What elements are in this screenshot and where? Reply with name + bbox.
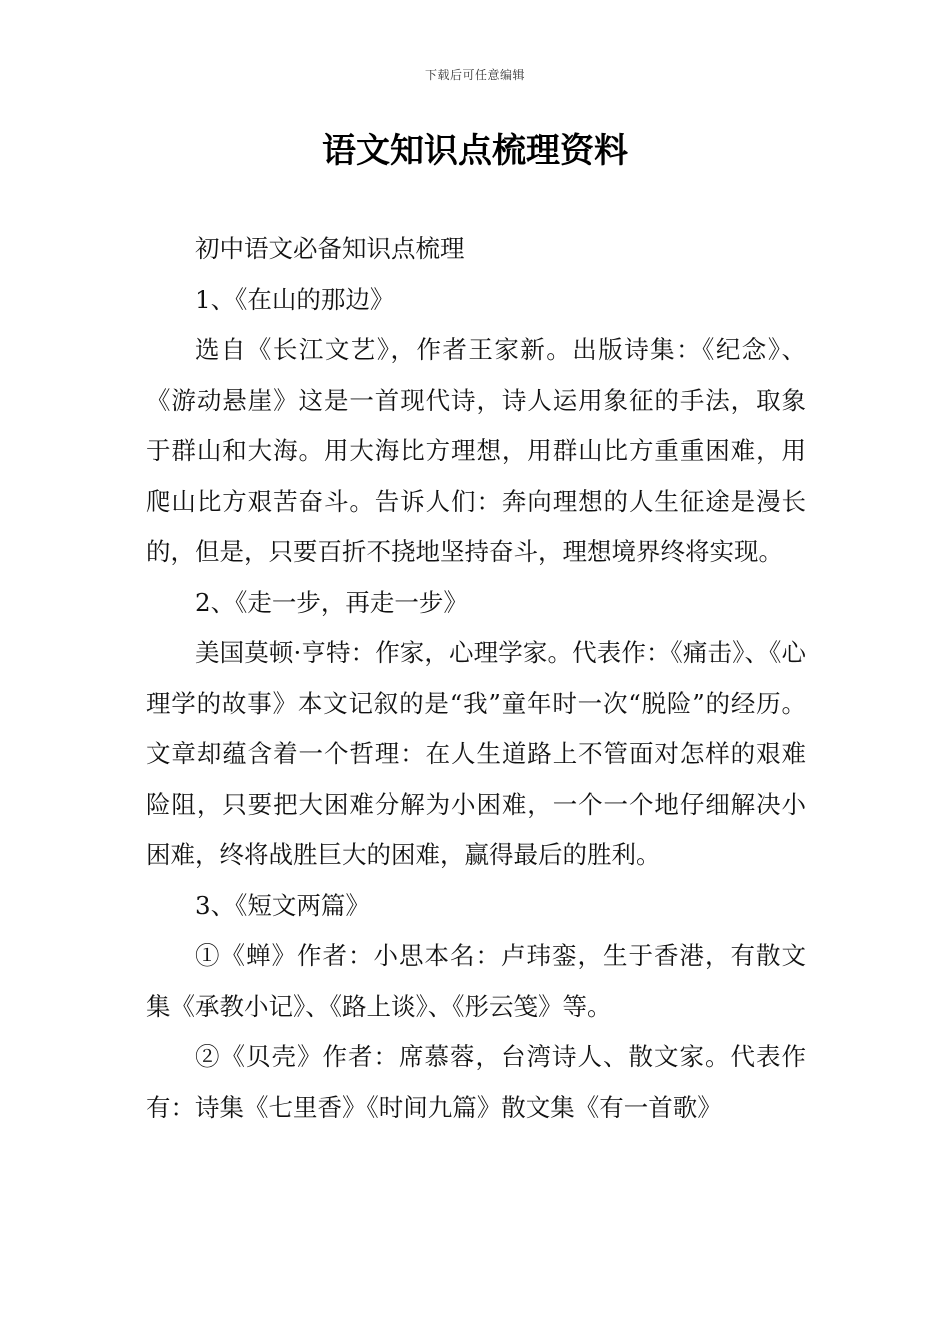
section-heading-2: 2、《走一步，再走一步》 xyxy=(195,587,468,617)
section-heading-1: 1、《在山的那边》 xyxy=(195,284,395,314)
paragraph-section-1: 选自《长江文艺》，作者王家新。出版诗集：《纪念》、《游动悬崖》这是一首现代诗，诗人运用象征的手法，取象于群山和大海。用大海比方理想，用群山比方重重困难，用爬山比方艰苦奋斗。告诉人们：奔向理想的人生征途是漫长的，但是，只要百折不挠地坚持奋斗，理想境界终将实现。 xyxy=(146,335,806,566)
paragraph-section-3-item-1: ①《蝉》作者：小思本名：卢玮銮，生于香港，有散文集《承教小记》、《路上谈》、《彤云笺》等。 xyxy=(146,941,806,1021)
paragraph-intro: 初中语文必备知识点梳理 xyxy=(195,234,465,263)
section-heading-3: 3、《短文两篇》 xyxy=(195,890,370,920)
document-body xyxy=(146,224,806,1133)
header-note: 下载后可任意编辑 xyxy=(424,68,525,82)
document-title: 语文知识点梳理资料 xyxy=(322,131,628,171)
paragraph-section-3-item-2: ②《贝壳》作者：席慕蓉，台湾诗人、散文家。代表作有：诗集《七里香》《时间九篇》散文集《有一首歌》 xyxy=(146,1042,806,1122)
paragraph-section-2: 美国莫顿·亨特：作家，心理学家。代表作：《痛击》、《心理学的故事》本文记叙的是“我”童年时一次“脱险”的经历。文章却蕴含着一个哲理：在人生道路上不管面对怎样的艰难险阻，只要把大困难分解为小困难，一个一个地仔细解决小困难，终将战胜巨大的困难，赢得最后的胜利。 xyxy=(146,638,806,869)
